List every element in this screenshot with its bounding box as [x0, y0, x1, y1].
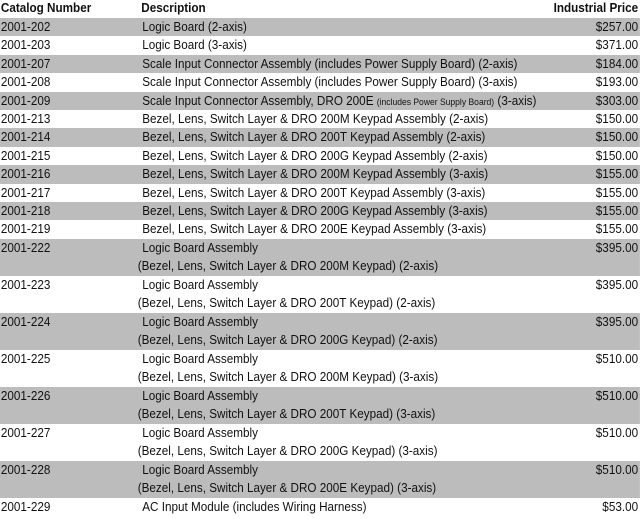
description: Scale Input Connector Assembly (includes Power Supply Board) (2-axis)	[142, 55, 518, 71]
catalog-number: 2001-202	[0, 19, 51, 34]
description	[137, 350, 439, 387]
price: $510.00	[595, 461, 639, 477]
price: $395.00	[595, 313, 639, 329]
description	[137, 313, 438, 350]
table-row	[0, 498, 640, 516]
price: $510.00	[595, 424, 639, 440]
description-line-2: (Bezel, Lens, Switch Layer & DRO 200G Keypad) (2-axis)	[137, 332, 438, 348]
catalog-number: 2001-223	[0, 276, 51, 292]
description: Logic Board (3-axis)	[142, 37, 247, 53]
description	[137, 239, 439, 276]
catalog-number: 2001-215	[0, 147, 51, 163]
price: $150.00	[595, 110, 639, 126]
table-row	[0, 350, 640, 387]
table-row	[0, 276, 640, 313]
catalog-number: 2001-207	[0, 55, 51, 71]
price: $53.00	[602, 498, 639, 514]
description-line-1: Logic Board Assembly	[142, 424, 258, 440]
price: $257.00	[595, 19, 639, 34]
table-row	[0, 110, 640, 128]
price: $371.00	[595, 37, 639, 53]
catalog-number: 2001-222	[0, 239, 51, 255]
catalog-number: 2001-226	[0, 387, 51, 403]
catalog-number: 2001-214	[0, 129, 51, 145]
table-row	[0, 387, 640, 424]
price: $193.00	[595, 74, 639, 90]
description-tail: (3-axis)	[497, 92, 537, 108]
catalog-number: 2001-225	[0, 350, 51, 366]
table-row	[0, 18, 640, 36]
table-row	[0, 128, 640, 146]
industrial-price-header: Industrial Price	[553, 0, 639, 15]
price: $155.00	[595, 184, 639, 200]
table-row	[0, 239, 640, 276]
price: $184.00	[595, 55, 639, 71]
description-line-1: Logic Board Assembly	[142, 239, 258, 255]
description	[142, 92, 536, 112]
description	[137, 461, 437, 498]
description: AC Input Module (includes Wiring Harness)	[142, 498, 367, 514]
price: $155.00	[595, 166, 639, 182]
description: Bezel, Lens, Switch Layer & DRO 200G Keypad Assembly (2-axis)	[142, 147, 488, 163]
catalog-number: 2001-208	[0, 74, 51, 90]
price: $510.00	[595, 350, 639, 366]
description-line-1: Logic Board Assembly	[142, 387, 258, 403]
catalog-number-header: Catalog Number	[0, 0, 92, 15]
table-row	[0, 424, 640, 461]
price: $155.00	[595, 202, 639, 218]
table-row	[0, 220, 640, 238]
description-note: (includes Power Supply Board)	[376, 96, 495, 108]
table-row	[0, 461, 640, 498]
table-row	[0, 147, 640, 165]
catalog-number: 2001-218	[0, 202, 51, 218]
table-row	[0, 184, 640, 202]
catalog-number: 2001-217	[0, 184, 51, 200]
description: Bezel, Lens, Switch Layer & DRO 200E Keypad Assembly (3-axis)	[142, 221, 487, 237]
price: $510.00	[595, 387, 639, 403]
catalog-number: 2001-216	[0, 166, 51, 182]
description-line-2: (Bezel, Lens, Switch Layer & DRO 200M Keypad) (3-axis)	[137, 369, 439, 385]
description-line-2: (Bezel, Lens, Switch Layer & DRO 200E Keypad) (3-axis)	[137, 480, 437, 496]
table-header	[0, 0, 640, 18]
catalog-number: 2001-229	[0, 498, 51, 514]
table-row	[0, 165, 640, 183]
catalog-number: 2001-228	[0, 461, 51, 477]
description	[137, 387, 436, 424]
table-row	[0, 73, 640, 91]
table-row	[0, 92, 640, 110]
catalog-number: 2001-219	[0, 221, 51, 237]
description: Bezel, Lens, Switch Layer & DRO 200M Keypad Assembly (3-axis)	[142, 166, 489, 182]
description-line-2: (Bezel, Lens, Switch Layer & DRO 200T Keypad) (3-axis)	[137, 406, 436, 422]
catalog-number: 2001-213	[0, 110, 51, 126]
description	[137, 424, 438, 461]
price: $150.00	[595, 129, 639, 145]
table-row	[0, 36, 640, 54]
description: Bezel, Lens, Switch Layer & DRO 200G Keypad Assembly (3-axis)	[142, 202, 488, 218]
description: Logic Board (2-axis)	[142, 19, 247, 34]
table-row	[0, 55, 640, 73]
description-line-2: (Bezel, Lens, Switch Layer & DRO 200M Keypad) (2-axis)	[137, 258, 439, 274]
table-row	[0, 313, 640, 350]
description: Bezel, Lens, Switch Layer & DRO 200T Keypad Assembly (2-axis)	[142, 129, 486, 145]
description-line-1: Logic Board Assembly	[142, 461, 258, 477]
description-line-1: Logic Board Assembly	[142, 276, 258, 292]
description-line-1: Logic Board Assembly	[142, 350, 258, 366]
description	[137, 276, 436, 313]
catalog-number: 2001-209	[0, 92, 51, 108]
description-header: Description	[141, 0, 206, 15]
description: Bezel, Lens, Switch Layer & DRO 200M Keypad Assembly (2-axis)	[142, 110, 489, 126]
description-line-2: (Bezel, Lens, Switch Layer & DRO 200T Keypad) (2-axis)	[137, 295, 436, 311]
price: $303.00	[595, 92, 639, 108]
price: $395.00	[595, 239, 639, 255]
description-main: Scale Input Connector Assembly, DRO 200E	[142, 92, 374, 108]
description-line-1: Logic Board Assembly	[142, 313, 258, 329]
price: $155.00	[595, 221, 639, 237]
price: $395.00	[595, 276, 639, 292]
catalog-number: 2001-227	[0, 424, 51, 440]
table-row	[0, 202, 640, 220]
description: Scale Input Connector Assembly (includes Power Supply Board) (3-axis)	[142, 74, 518, 90]
catalog-number: 2001-203	[0, 37, 51, 53]
price: $150.00	[595, 147, 639, 163]
description-line-2: (Bezel, Lens, Switch Layer & DRO 200G Keypad) (3-axis)	[137, 443, 438, 459]
description: Bezel, Lens, Switch Layer & DRO 200T Keypad Assembly (3-axis)	[142, 184, 486, 200]
catalog-number: 2001-224	[0, 313, 51, 329]
